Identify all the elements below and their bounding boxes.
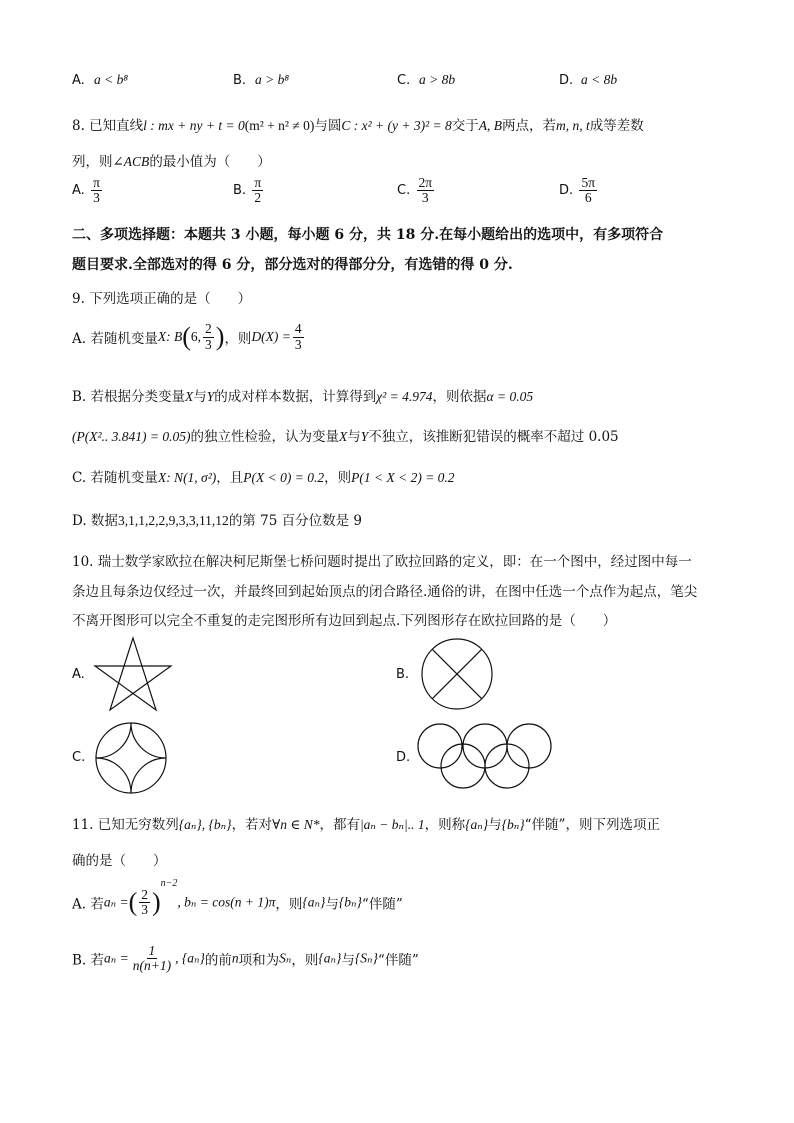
q8-stem-line2: 列，则∠ACB的最小值为（ ） <box>72 154 271 170</box>
q7-options <box>72 72 722 92</box>
q9-option-b-line1[interactable]: B. 若根据分类变量X与Y的成对样本数据，计算得到χ² = 4.974，则依据α = 0.05 <box>72 389 534 405</box>
q10-option-c-label[interactable]: C. <box>72 750 86 765</box>
q10-option-b-label[interactable]: B. <box>396 667 410 682</box>
q7-option-b-label[interactable]: B. <box>233 73 247 88</box>
q10-option-d-label[interactable]: D. <box>396 750 411 765</box>
q10-figure-d-olympic-rings <box>416 722 556 792</box>
q9-option-a[interactable]: A. 若随机变量X: B(6, $\frac{2}{3}$ )，则D(X) = $\frac{4}{3}$ <box>72 321 302 352</box>
q10-stem-line2: 条边且每条边仅经过一次，并最终回到起始顶点的闭合路径.通俗的讲，在图中任选一个点作为起点，笔尖 <box>72 584 698 600</box>
q7-option-c-label[interactable]: C. <box>397 73 411 88</box>
q10-stem-line3: 不离开图形可以完全不重复的走完图形所有边回到起点.下列图形存在欧拉回路的是（ ） <box>72 613 617 629</box>
circle-shape <box>96 723 166 793</box>
q10-stem-line1: 10. 瑞士数学家欧拉在解决柯尼斯堡七桥问题时提出了欧拉回路的定义，即：在一个图中，经过图中每一 <box>72 554 692 570</box>
ring <box>418 724 462 768</box>
q11-stem-line2: 确的是（ ） <box>72 853 167 869</box>
q8-option-d[interactable]: D. $\frac{5\pi}{6}$ <box>559 175 596 206</box>
q7-option-a-label[interactable]: A. <box>72 73 85 88</box>
q8-option-a[interactable]: A. $\frac{\pi}{3}$ <box>72 175 100 206</box>
q9-stem: 9. 下列选项正确的是（ ） <box>72 291 252 307</box>
q7-option-c: a > 8b <box>419 72 456 87</box>
section2-header-line1: 二、多项选择题：本题共 3 小题，每小题 6 分，共 18 分.在每小题给出的选项中，有多项符合 <box>72 227 664 243</box>
q10-figure-c-circle-astroid <box>91 718 171 798</box>
q10-figure-a-star <box>93 636 173 716</box>
q7-option-a: a < b⁸ <box>94 72 129 87</box>
q11-option-a[interactable]: A. 若aₙ =( $\frac{2}{3}$ )$^{n-2}$, bₙ = cos(n + 1)π，则{aₙ}与{bₙ}“伴随” <box>72 878 403 917</box>
star-shape <box>95 638 171 710</box>
q9-option-c[interactable]: C. 若随机变量X: N(1, σ²)，且P(X < 0) = 0.2，则P(1 < X < 2) = 0.2 <box>72 470 455 486</box>
q8-options <box>72 176 722 218</box>
q7-option-d: a < 8b <box>581 72 618 87</box>
q9-option-b-line2: (P(X².. 3.841) = 0.05)的独立性检验，认为变量X与Y不独立，该推断犯错误的概率不超过 0.05 <box>72 429 619 445</box>
q8-option-b[interactable]: B. $\frac{\pi}{2}$ <box>233 175 262 206</box>
q10-figure-b-crossed-circle <box>417 634 497 714</box>
q8-option-c[interactable]: C. $\frac{2\pi}{3}$ <box>397 175 433 206</box>
q9-option-d[interactable]: D. 数据3,1,1,2,2,9,3,3,11,12的第 75 百分位数是 9 <box>72 513 362 529</box>
q11-stem-line1: 11. 已知无穷数列{aₙ}, {bₙ}，若对∀n ∈ N*，都有|aₙ − bₙ|.. 1，则称{aₙ}与{bₙ}“伴随”，则下列选项正 <box>72 817 660 833</box>
q8-stem-line1: 8. 已知直线l : mx + ny + t = 0(m² + n² ≠ 0)与圆C : x² + (y + 3)² = 8交于A, B两点，若m, n, t成等差数 <box>72 118 644 134</box>
q7-option-d-label[interactable]: D. <box>559 73 574 88</box>
q11-option-b[interactable]: B. 若aₙ = $\frac{1}{n(n+1)}$ , {aₙ}的前n项和为Sₙ，则{aₙ}与{Sₙ}“伴随” <box>72 943 419 974</box>
q10-option-a-label[interactable]: A. <box>72 667 85 682</box>
section2-header-line2: 题目要求.全部选对的得 6 分，部分选对的得部分分，有选错的得 0 分. <box>72 257 513 273</box>
q7-option-b: a > b⁸ <box>255 72 290 87</box>
